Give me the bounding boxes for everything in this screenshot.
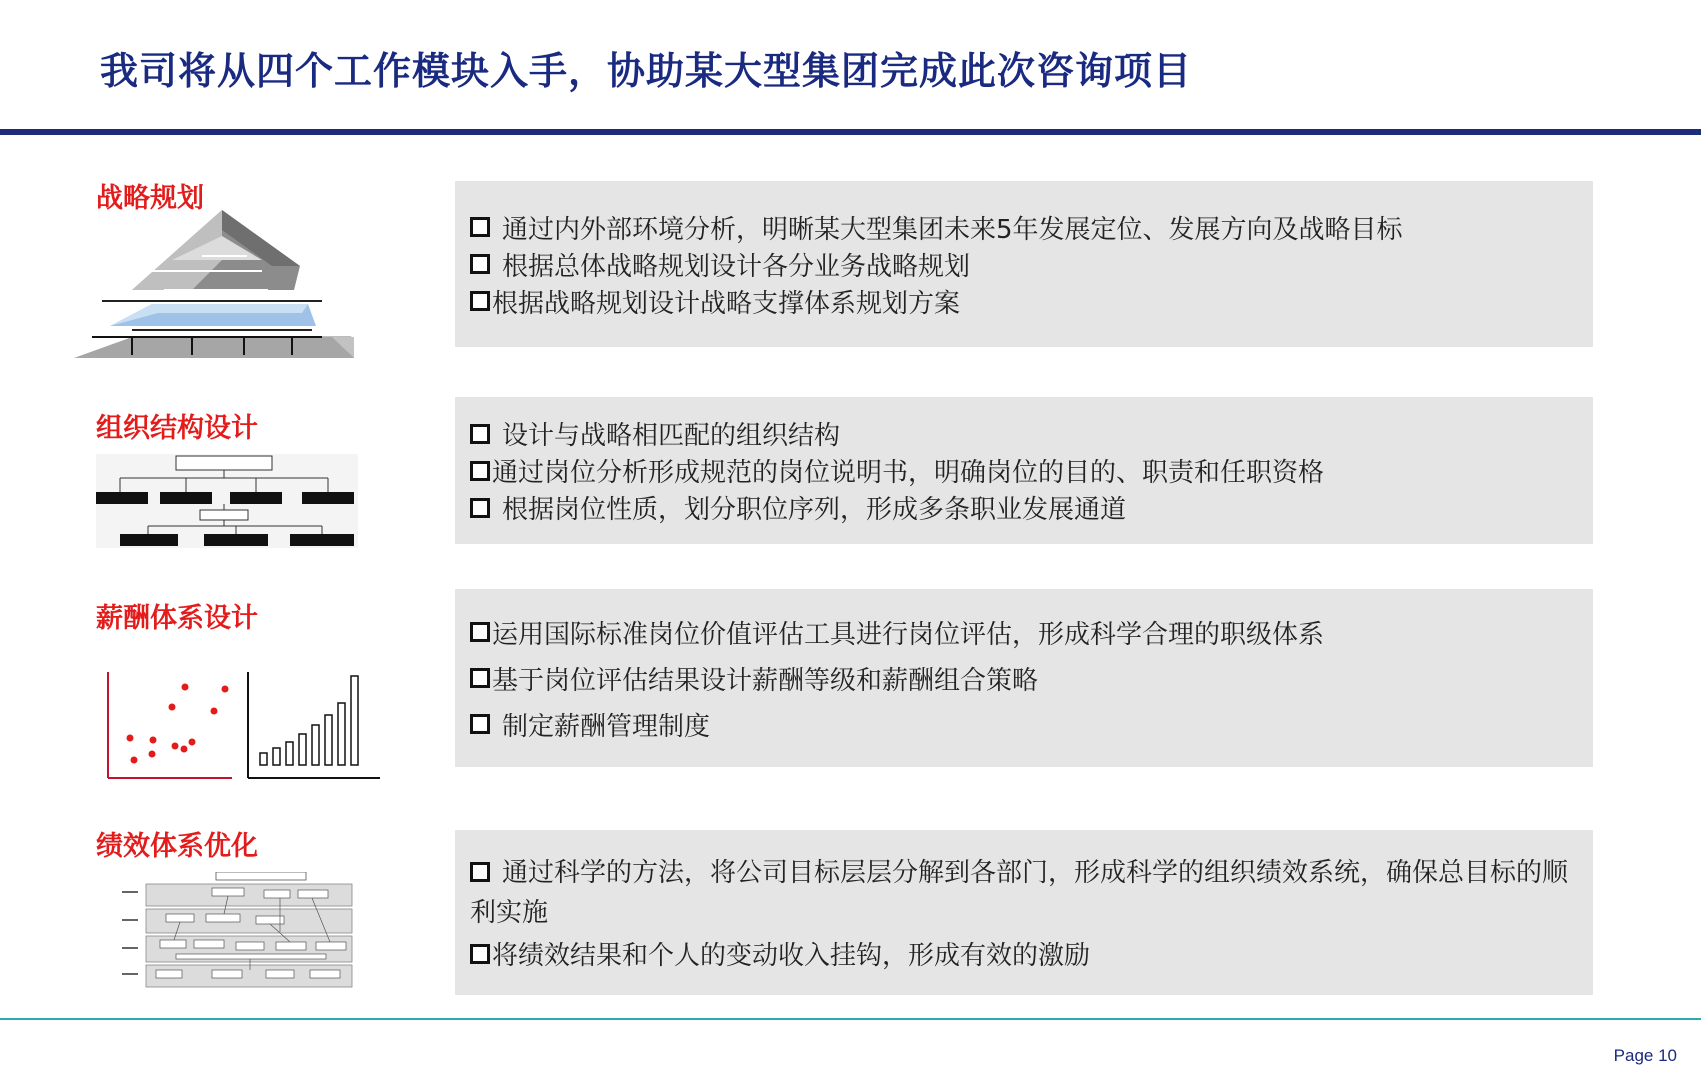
module-label-org: 组织结构设计 — [96, 413, 258, 444]
checkbox-icon — [470, 944, 490, 964]
checkbox-icon — [470, 254, 490, 274]
module-label-strategy: 战略规划 — [96, 183, 204, 214]
slide-title: 我司将从四个工作模块入手，协助某大型集团完成此次咨询项目 — [100, 49, 1193, 93]
scatter-and-bar-charts-icon — [104, 670, 384, 782]
module-label-performance: 绩效体系优化 — [96, 831, 258, 862]
bullet-item: 根据岗位性质，划分职位序列，形成多条职业发展通道 — [470, 489, 1593, 526]
strategy-map-icon — [120, 872, 356, 988]
bullet-item: 通过内外部环境分析，明晰某大型集团未来5年发展定位、发展方向及战略目标 — [470, 209, 1593, 246]
bullet-item: 根据总体战略规划设计各分业务战略规划 — [470, 246, 1593, 283]
module-box-performance — [455, 830, 1593, 995]
bullet-item: 设计与战略相匹配的组织结构 — [470, 415, 1593, 452]
org-chart-icon — [96, 454, 358, 548]
module-box-compensation — [455, 589, 1593, 767]
module-box-org — [455, 397, 1593, 544]
pyramid-diagram-icon — [72, 208, 354, 360]
checkbox-icon — [470, 668, 490, 688]
bullet-item: 将绩效结果和个人的变动收入挂钩，形成有效的激励 — [470, 935, 1593, 972]
checkbox-icon — [470, 291, 490, 311]
module-box-strategy — [455, 181, 1593, 347]
page-number: Page 10 — [1613, 1046, 1677, 1065]
bullet-item: 制定薪酬管理制度 — [470, 706, 1593, 743]
bullet-item: 通过岗位分析形成规范的岗位说明书，明确岗位的目的、职责和任职资格 — [470, 452, 1593, 489]
bullet-item: 运用国际标准岗位价值评估工具进行岗位评估，形成科学合理的职级体系 — [470, 614, 1593, 651]
footer-divider — [0, 1018, 1701, 1020]
bullet-item: 根据战略规划设计战略支撑体系规划方案 — [470, 283, 1593, 320]
bullet-item: 基于岗位评估结果设计薪酬等级和薪酬组合策略 — [470, 660, 1593, 697]
bullet-item: 通过科学的方法，将公司目标层层分解到各部门，形成科学的组织绩效系统，确保总目标的顺利实施 — [470, 858, 1569, 928]
checkbox-icon — [470, 862, 490, 882]
module-label-compensation: 薪酬体系设计 — [96, 603, 258, 634]
checkbox-icon — [470, 461, 490, 481]
checkbox-icon — [470, 498, 490, 518]
title-divider — [0, 129, 1701, 135]
checkbox-icon — [470, 217, 490, 237]
checkbox-icon — [470, 714, 490, 734]
checkbox-icon — [470, 622, 490, 642]
checkbox-icon — [470, 424, 490, 444]
